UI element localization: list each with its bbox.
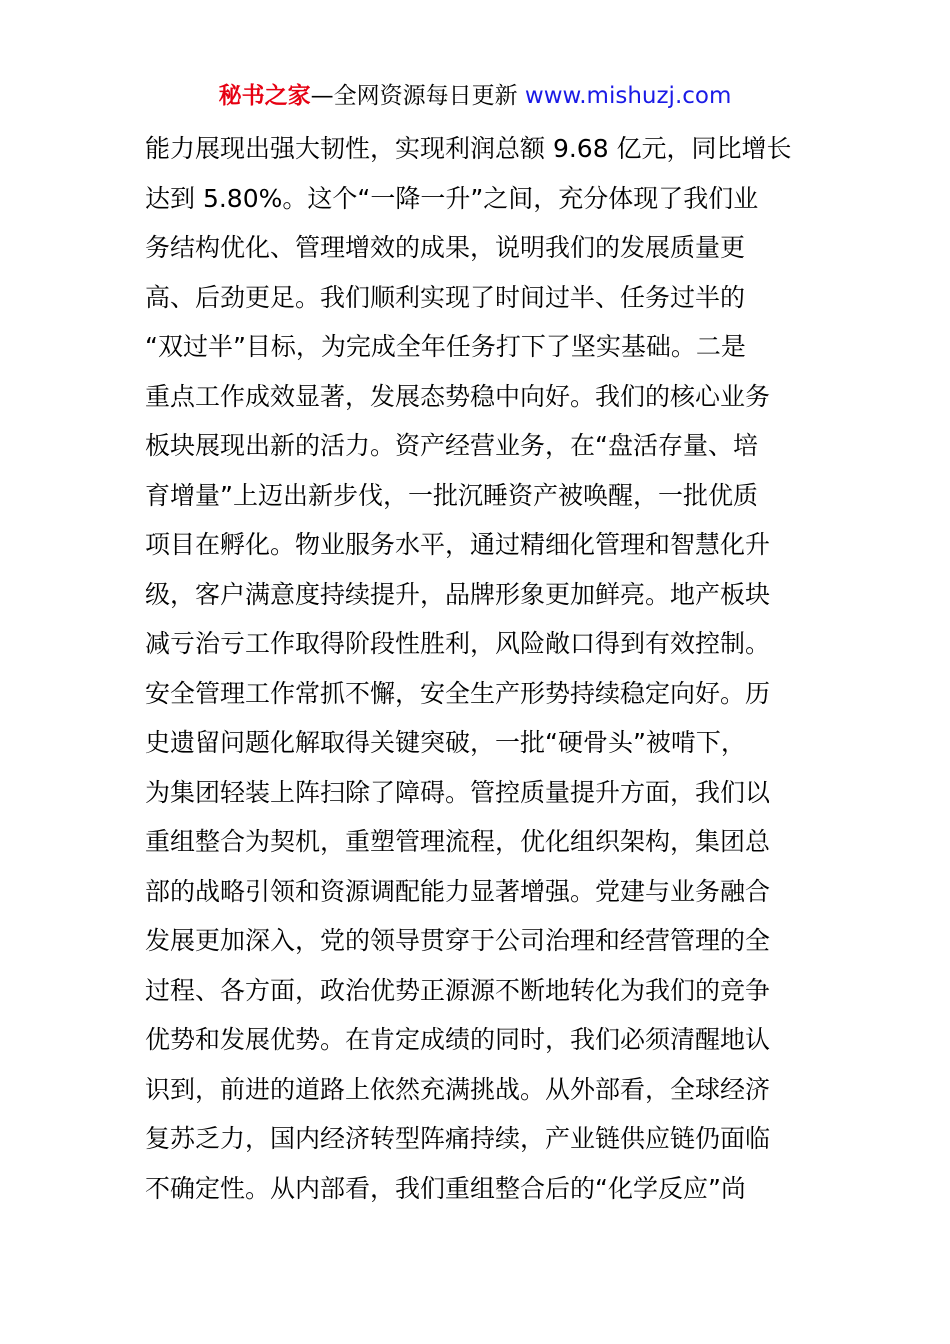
text-line: 重点工作成效显著，发展态势稳中向好。我们的核心业务 <box>145 381 771 411</box>
page-header <box>0 78 950 114</box>
text-line: “双过半”目标，为完成全年任务打下了坚实基础。二是 <box>145 332 746 361</box>
text-line: 优势和发展优势。在肯定成绩的同时，我们必须清醒地认 <box>145 1025 771 1054</box>
header-tagline: —全网资源每日更新 <box>310 83 525 109</box>
site-url-link[interactable]: www.mishuzj.com <box>524 83 732 109</box>
text-line: 达到 5.80%。这个“一降一升”之间，充分体现了我们业 <box>145 183 759 213</box>
text-line: 项目在孵化。物业服务水平，通过精细化管理和智慧化升 <box>145 530 771 559</box>
text-line: 能力展现出强大韧性，实现利润总额 9.68 亿元，同比增长 <box>145 134 792 163</box>
text-line: 级，客户满意度持续提升，品牌形象更加鲜亮。地产板块 <box>145 579 771 609</box>
text-line: 板块展现出新的活力。资产经营业务，在“盘活存量、培 <box>145 431 758 460</box>
text-line: 发展更加深入，党的领导贯穿于公司治理和经营管理的全 <box>145 926 771 955</box>
text-line: 安全管理工作常抓不懈，安全生产形势持续稳定向好。历 <box>145 678 771 708</box>
text-line: 减亏治亏工作取得阶段性胜利，风险敞口得到有效控制。 <box>145 629 771 658</box>
text-line: 为集团轻装上阵扫除了障碍。管控质量提升方面，我们以 <box>145 777 771 807</box>
text-line: 识到，前进的道路上依然充满挑战。从外部看，全球经济 <box>145 1074 771 1104</box>
text-line: 部的战略引领和资源调配能力显著增强。党建与业务融合 <box>145 876 771 906</box>
text-line: 务结构优化、管理增效的成果，说明我们的发展质量更 <box>145 233 746 262</box>
text-line: 史遗留问题化解取得关键突破，一批“硬骨头”被啃下， <box>145 728 746 757</box>
document-body <box>145 124 809 1213</box>
brand-name: 秘书之家 <box>218 83 311 109</box>
text-line: 复苏乏力，国内经济转型阵痛持续，产业链供应链仍面临 <box>145 1124 771 1153</box>
text-line: 高、后劲更足。我们顺利实现了时间过半、任务过半的 <box>145 282 746 312</box>
text-line: 重组整合为契机，重塑管理流程，优化组织架构，集团总 <box>145 827 771 856</box>
text-line: 不确定性。从内部看，我们重组整合后的“化学反应”尚 <box>145 1173 746 1203</box>
text-line: 育增量”上迈出新步伐，一批沉睡资产被唤醒，一批优质 <box>145 480 758 510</box>
text-line: 过程、各方面，政治优势正源源不断地转化为我们的竞争 <box>145 975 771 1005</box>
